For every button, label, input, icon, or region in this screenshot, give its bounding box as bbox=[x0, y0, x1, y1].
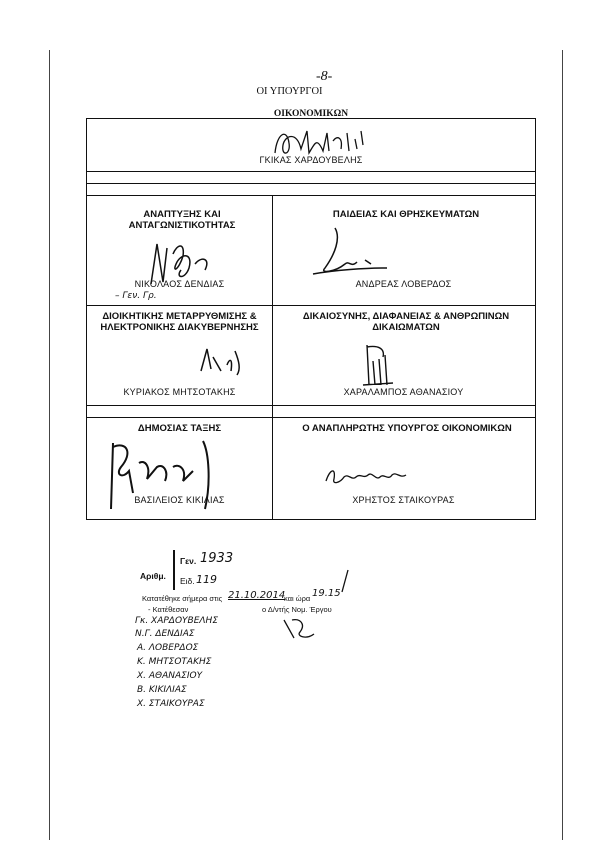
filer-4: Κ. ΜΗΤΣΟΤΑΚΗΣ bbox=[137, 657, 212, 667]
signature-mitsotakis bbox=[197, 341, 257, 381]
stamp-time-value: 19.15 bbox=[312, 588, 341, 599]
signature-athanasiou bbox=[359, 341, 399, 391]
filer-7: Χ. ΣΤΑΙΚΟΥΡΑΣ bbox=[137, 699, 205, 709]
stamp-gen-label: Γεν. bbox=[180, 556, 197, 566]
left-page-edge bbox=[49, 50, 50, 840]
cell-name-staikouras: ΧΡΗΣΤΟΣ ΣΤΑΙΚΟΥΡΑΣ bbox=[352, 495, 455, 505]
cell-name-athanasiou: ΧΑΡΑΛΑΜΠΟΣ ΑΘΑΝΑΣΙΟΥ bbox=[343, 387, 464, 397]
filer-6: Β. ΚΙΚΙΛΙΑΣ bbox=[137, 685, 187, 695]
filer-1: Γκ. ΧΑΡΔΟΥΒΕΛΗΣ bbox=[135, 616, 218, 626]
cell-heading-public-order: ΔΗΜΟΣΙΑΣ ΤΑΞΗΣ bbox=[137, 423, 222, 434]
cell-heading-development: ΑΝΑΠΤΥΞΗΣ ΚΑΙ ΑΝΤΑΓΩΝΙΣΤΙΚΟΤΗΤΑΣ bbox=[128, 209, 236, 231]
cell-name-loverdos: ΑΝΔΡΕΑΣ ΛΟΒΕΡΔΟΣ bbox=[355, 279, 452, 289]
filer-2: Ν.Γ. ΔΕΝΔΙΑΣ bbox=[135, 629, 195, 639]
stamp-filed-date: 21.10.2014 bbox=[228, 590, 286, 601]
stamp-director-label: ο Δ/ντής Νομ. Έργου bbox=[262, 605, 332, 614]
stamp-time-label: και ώρα bbox=[284, 594, 311, 603]
handwritten-note: – Γεν. Γρ. bbox=[115, 291, 157, 301]
stamp-eid-label: Ειδ. bbox=[180, 576, 195, 586]
stamp-arith-label: Αριθμ. bbox=[140, 571, 166, 581]
finance-heading: ΟΙΚΟΝΟΜΙΚΩΝ bbox=[273, 109, 349, 119]
cell-name-dendias: ΝΙΚΟΛΑΟΣ ΔΕΝΔΙΑΣ bbox=[134, 279, 225, 289]
director-signature bbox=[280, 614, 320, 644]
cell-heading-education: ΠΑΙΔΕΙΑΣ ΚΑΙ ΘΡΗΣΚΕΥΜΑΤΩΝ bbox=[332, 209, 480, 220]
cell-heading-deputy-finance: Ο ΑΝΑΠΛΗΡΩΤΗΣ ΥΠΟΥΡΓΟΣ ΟΙΚΟΝΟΜΙΚΩΝ bbox=[302, 423, 512, 434]
stamp-filed-text: Κατατέθηκε σήμερα στις bbox=[142, 594, 223, 603]
cell-name-kikilias: ΒΑΣΙΛΕΙΟΣ ΚΙΚΙΛΙΑΣ bbox=[134, 495, 225, 505]
stamp-filers-label: - Κατέθεσαν bbox=[148, 605, 189, 614]
signature-staikouras bbox=[322, 461, 412, 491]
finance-name: ΓΚΙΚΑΣ ΧΑΡΔΟΥΒΕΛΗΣ bbox=[259, 155, 363, 165]
stamp-divider bbox=[173, 550, 175, 590]
ministers-title: ΟΙ ΥΠΟΥΡΓΟΙ bbox=[256, 86, 323, 97]
filer-5: Χ. ΑΘΑΝΑΣΙΟΥ bbox=[137, 671, 203, 681]
page-number: -8- bbox=[316, 69, 333, 84]
cell-heading-justice: ΔΙΚΑΙΟΣΥΝΗΣ, ΔΙΑΦΑΝΕΙΑΣ & ΑΝΘΡΩΠΙΝΩΝ ΔΙΚΑΙΩΜΑΤΩΝ bbox=[302, 311, 510, 333]
stamp-eid-value: 119 bbox=[196, 573, 217, 586]
signature-loverdos bbox=[305, 224, 395, 284]
stamp-gen-value: 1933 bbox=[200, 551, 234, 566]
right-page-edge bbox=[562, 50, 563, 840]
cell-heading-admin-reform: ΔΙΟΙΚΗΤΙΚΗΣ ΜΕΤΑΡΡΥΘΜΙΣΗΣ & ΗΛΕΚΤΡΟΝΙΚΗΣ ΔΙΑΚΥΒΕΡΝΗΣΗΣ bbox=[100, 311, 259, 333]
filer-3: Α. ΛΟΒΕΡΔΟΣ bbox=[137, 643, 199, 653]
cell-name-mitsotakis: ΚΥΡΙΑΚΟΣ ΜΗΤΣΟΤΑΚΗΣ bbox=[123, 387, 236, 397]
signature-table bbox=[86, 109, 536, 520]
